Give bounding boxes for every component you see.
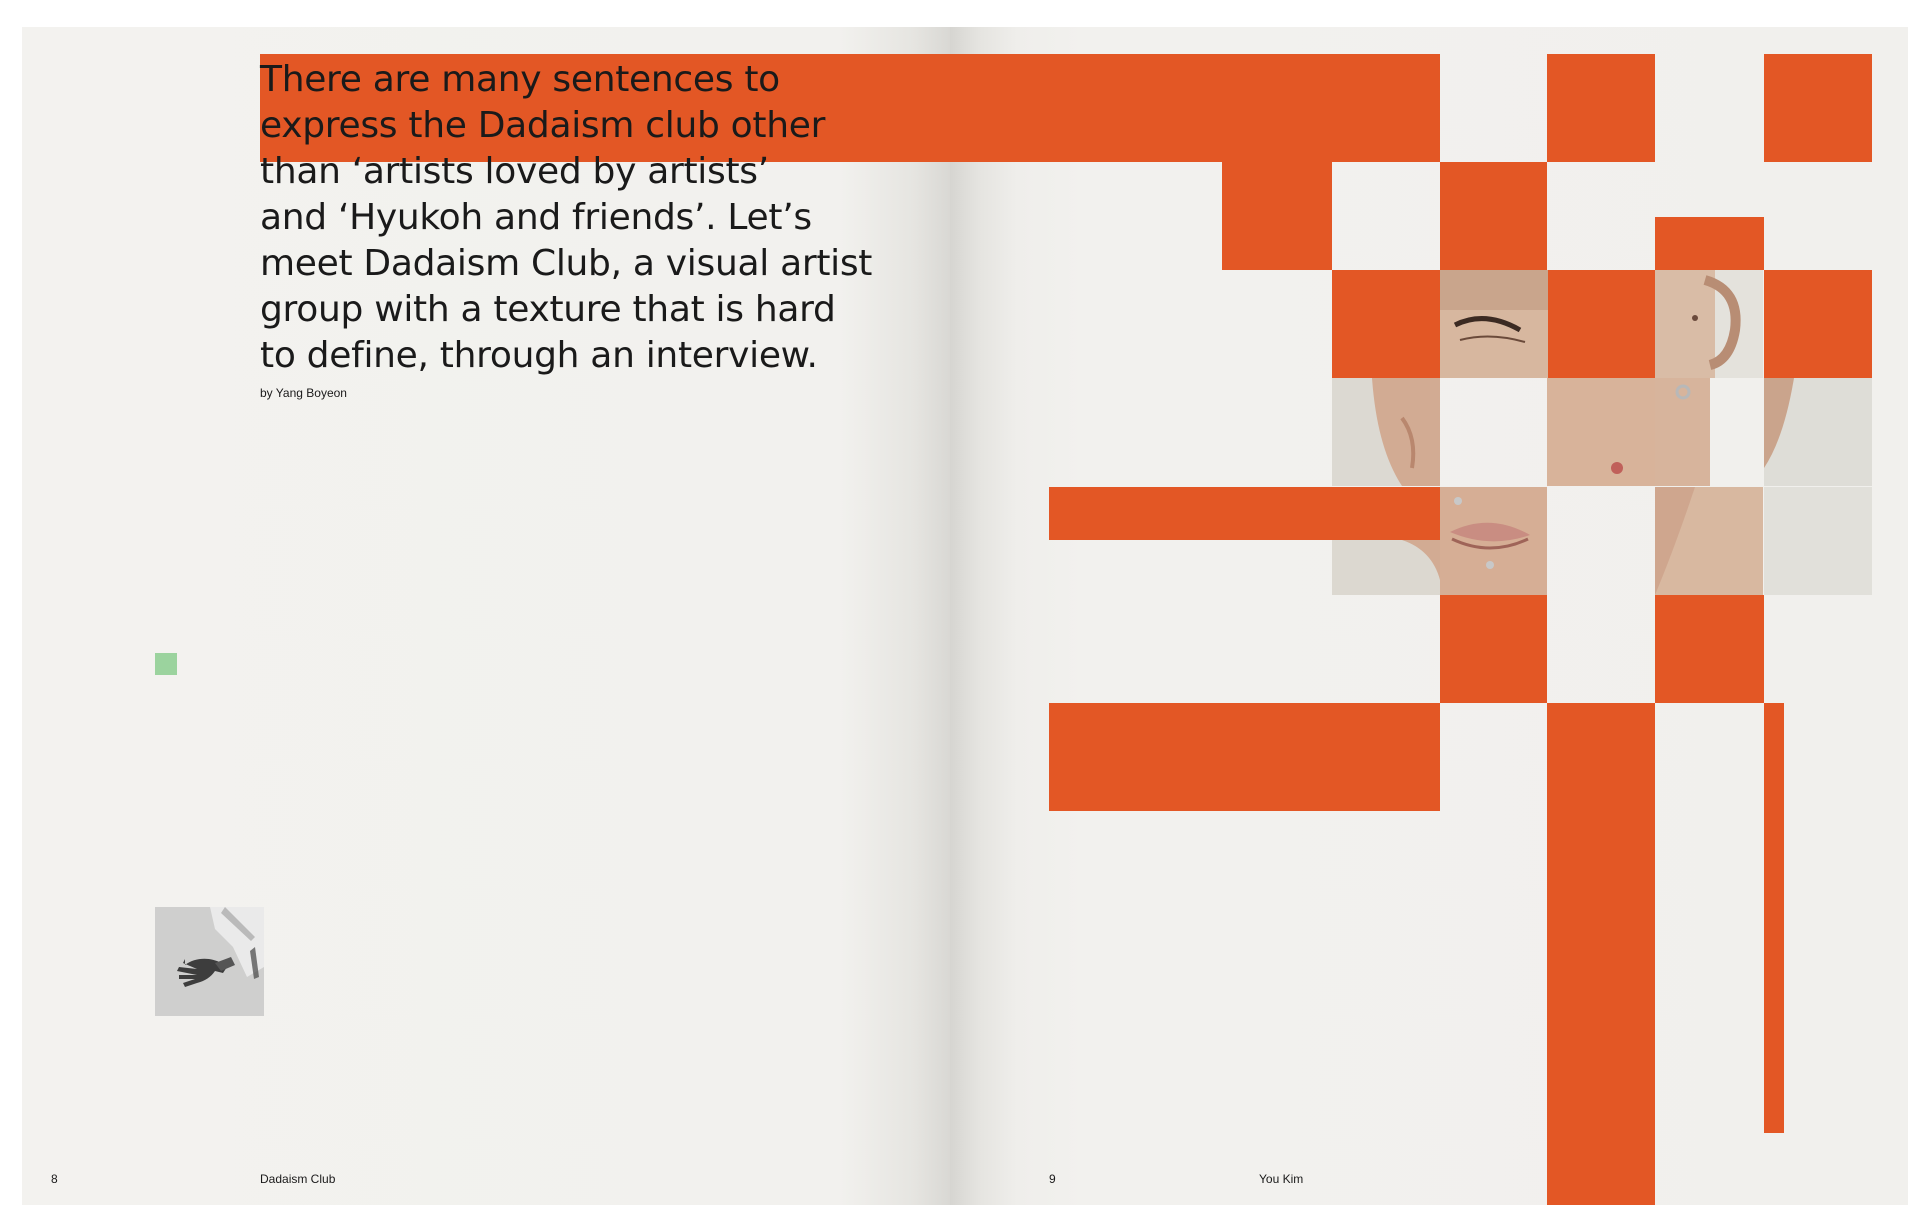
portrait-tile <box>1655 378 1710 486</box>
orange-block <box>1764 54 1872 162</box>
left-page <box>22 27 950 1205</box>
portrait-tile <box>1764 487 1872 595</box>
intro-paragraph <box>260 57 900 379</box>
running-title-right: You Kim <box>1259 1172 1304 1186</box>
intro-line: express the Dadaism club other <box>260 105 826 146</box>
right-page <box>950 27 1908 1205</box>
byline: by Yang Boyeon <box>260 386 347 400</box>
orange-block <box>1049 487 1440 540</box>
portrait-tile <box>1547 378 1655 486</box>
intro-line: meet Dadaism Club, a visual artist <box>260 243 873 284</box>
orange-block <box>1440 162 1547 270</box>
orange-block <box>1440 595 1547 703</box>
orange-block <box>1764 703 1784 1133</box>
orange-block <box>1547 703 1655 1205</box>
portrait-tile <box>1332 540 1440 595</box>
orange-block <box>1655 217 1764 270</box>
intro-line: There are many sentences to <box>260 59 780 100</box>
running-title-left: Dadaism Club <box>260 1172 336 1186</box>
orange-block <box>1547 54 1655 162</box>
orange-block <box>950 54 1440 162</box>
orange-block <box>1049 703 1440 811</box>
intro-line: group with a texture that is hard <box>260 289 836 330</box>
intro-line: than ‘artists loved by artists’ <box>260 151 769 192</box>
portrait-tile <box>1655 487 1763 595</box>
orange-block <box>1222 162 1332 270</box>
orange-block <box>1332 270 1440 378</box>
intro-line: to define, through an interview. <box>260 335 818 376</box>
orange-block <box>1764 270 1872 378</box>
hand-photo <box>155 907 264 1016</box>
hand-photo-graphic <box>155 907 264 1016</box>
portrait-tile <box>1440 487 1548 595</box>
portrait-tile <box>1332 378 1440 486</box>
portrait-tile <box>1764 378 1872 486</box>
green-square-accent <box>155 653 177 675</box>
intro-line: and ‘Hyukoh and friends’. Let’s <box>260 197 812 238</box>
portrait-tile <box>1655 270 1763 378</box>
page-number-left: 8 <box>51 1172 58 1186</box>
page-number-right: 9 <box>1049 1172 1056 1186</box>
orange-block <box>1547 270 1655 378</box>
orange-block <box>1655 595 1764 703</box>
portrait-tile <box>1440 270 1548 378</box>
